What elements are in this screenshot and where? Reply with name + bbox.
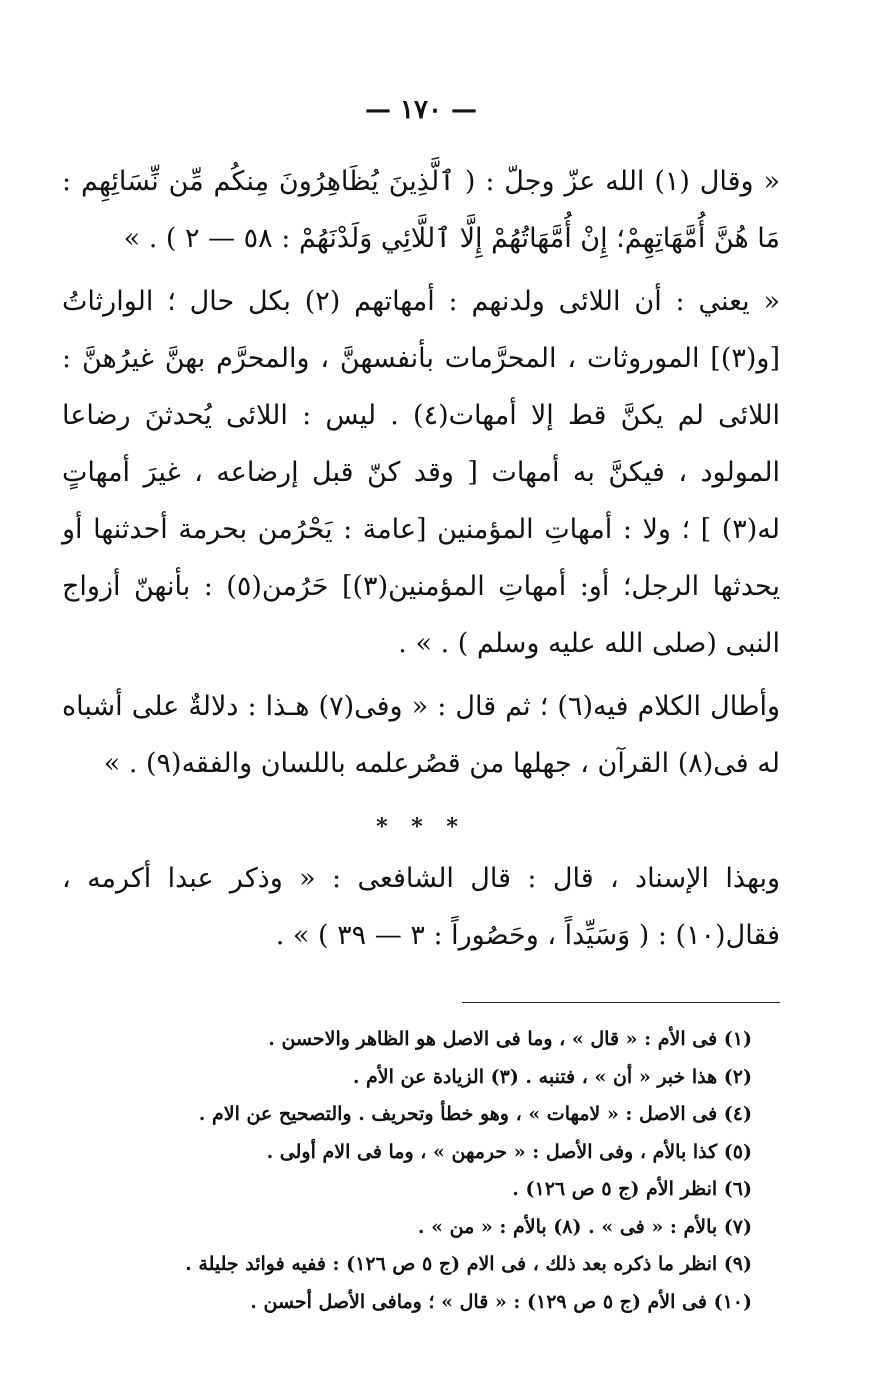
paragraph-quran-verse: « وقال (١) الله عزّ وجلّ : ( ٱلَّذِينَ يُظَاهِرُونَ مِنكُم مِّن نِّسَائِهِم : مَا هُنَّ أُمَّهَاتِهِمْ؛ إِنْ أُمَّهَاتُهُمْ إِلَّا ٱللَّائِي وَلَدْنَهُمْ : ٥٨ — ٢ ) . » xyxy=(62,166,781,254)
footnote-item: (٧) بالأم : « فى » . (٨) بالأم : « من » . xyxy=(417,1215,752,1238)
paragraph-isnad: وبهذا الإسناد ، قال : قال الشافعى : « وذكر عبدا أكرمه ، فقال(١٠) : ( وَسَيِّداً ، وحَصُوراً : ٣ — ٣٩ ) » . xyxy=(62,863,780,951)
paragraph-commentary: وأطال الكلام فيه(٦) ؛ ثم قال : « وفى(٧) هـذا : دلالةٌ على أشباه له فى(٨) القرآن ، جهلها من قصُرعلمه باللسان والفقه(٩) . » xyxy=(62,691,780,779)
footnote-item: (٤) فى الاصل : « لامهات » ، وهو خطأ وتحريف . والتصحيح عن الام . xyxy=(198,1103,752,1125)
footnote-item: (٩) انظر ما ذكره بعد ذلك ، فى الام (ج ٥ ص ١٢٦) : ففيه فوائد جليلة . xyxy=(185,1253,752,1275)
footnote-item: (١) فى الأم : « قال » ، وما فى الاصل هو الظاهر والاحسن . xyxy=(268,1028,752,1050)
book-page xyxy=(62,95,780,1321)
paragraph-explanation: « يعني : أن اللائى ولدنهم : أمهاتهم (٢) بكل حال ؛ الوارثاتُ [و(٣)] الموروثات ، المحرَّمات بأنفسهنَّ ، والمحرَّم بهنَّ غيرُهنَّ : اللائى لم يكنَّ قط إلا أمهات(٤) . ليس : اللائى يُحدثنَ رضاعا المولود ، فيكنَّ به أمهات [ وقد كنّ قبل إرضاعه ، غيرَ أمهاتٍ له(٣) ] ؛ ولا : أمهاتِ المؤمنين [عامة : يَحْرُمن بحرمة أحدثنها أو يحدثها الرجل؛ أو: أمهاتِ المؤمنين(٣)] حَرُمن(٥) : بأنهنّ أزواج النبى (صلى الله عليه وسلم ) . » . xyxy=(62,286,781,659)
footnote-item: (١٠) فى الأم (ج ٥ ص ١٢٩) : « قال » ؛ ومافى الأصل أحسن . xyxy=(250,1290,752,1313)
footnotes-block xyxy=(62,1021,780,1321)
footnote-item: (٦) انظر الأم (ج ٥ ص ١٢٦) . xyxy=(512,1178,752,1200)
footnote-item: (٢) هذا خبر « أن » ، فتنبه . (٣) الزيادة عن الأم . xyxy=(352,1065,752,1088)
page-number: — ١٧٠ — xyxy=(364,95,478,125)
section-separator: * * * xyxy=(376,814,466,840)
footnote-divider xyxy=(462,1002,780,1003)
footnote-item: (٥) كذا بالأم ، وفى الأصل : « حرمهن » ، وما فى الام أولى . xyxy=(266,1140,752,1163)
